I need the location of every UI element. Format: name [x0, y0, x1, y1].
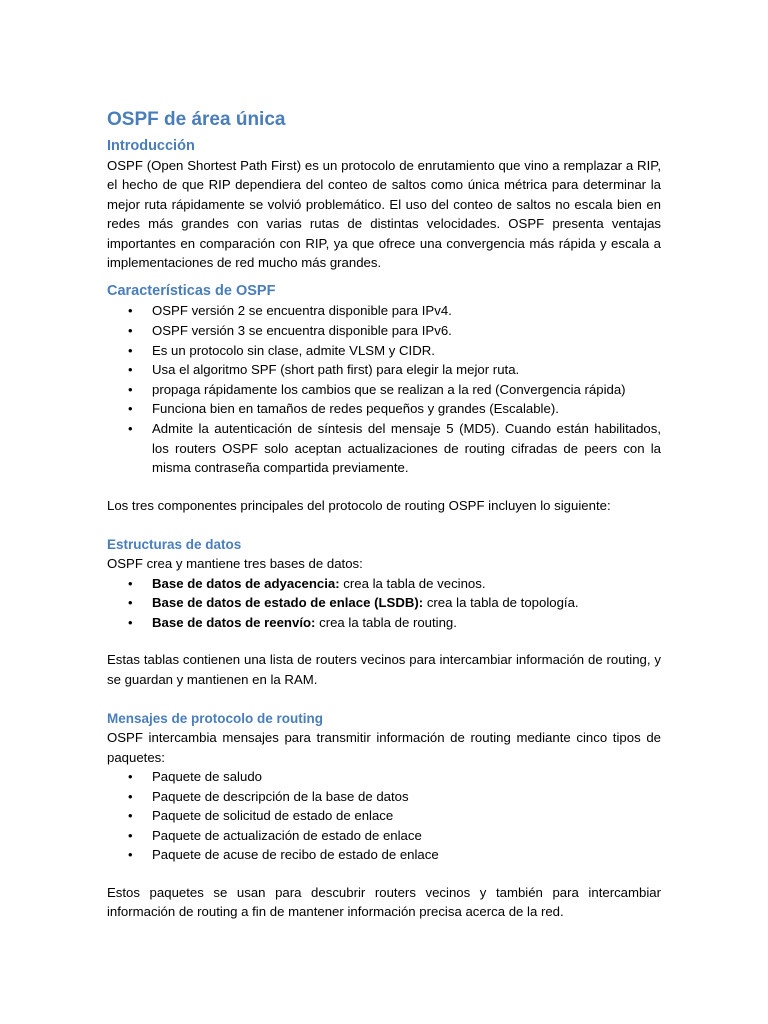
bullet-icon: • — [128, 401, 133, 417]
bullet-icon: • — [128, 421, 133, 436]
page-title: OSPF de área única — [107, 109, 286, 130]
document-content — [107, 108, 661, 922]
list-item: • Paquete de saludo — [107, 767, 661, 787]
messages-lead: OSPF intercambia mensajes para transmitir información de routing mediante cinco tipos de paquetes: — [107, 730, 661, 765]
bullet-icon: • — [128, 827, 133, 843]
list-item: • Admite la autenticación de síntesis del mensaje 5 (MD5). Cuando están habilitados, los routers OSPF solo aceptan actualizaciones de routing cifradas de peers con la misma contraseña compartida previamente. — [128, 421, 661, 476]
list-item: • Paquete de actualización de estado de enlace — [107, 826, 661, 846]
packets-paragraph: Estos paquetes se usan para descubrir routers vecinos y también para intercambiar información de routing a fin de mantener información precisa acerca de la red. — [107, 884, 661, 920]
list-item: • Usa el algoritmo SPF (short path first) para elegir la mejor ruta. — [107, 360, 661, 380]
intro-paragraph: OSPF (Open Shortest Path First) es un protocolo de enrutamiento que vino a remplazar a RIP, el hecho de que RIP dependiera del conteo de saltos como única métrica para determinar la mejor ruta rápidamente se volvió problemático. El uso del conteo de saltos no escala bien en redes más grandes con varias rutas de distintas velocidades. OSPF presenta ventajas importantes en comparación con RIP, ya que ofrece una convergencia más rápida y escala a implementaciones de red mucho más grandes. — [107, 158, 661, 271]
components-intro: Los tres componentes principales del protocolo de routing OSPF incluyen lo siguiente: — [107, 497, 611, 513]
intro-heading: Introducción — [107, 138, 195, 154]
list-item: • OSPF versión 2 se encuentra disponible para IPv4. — [107, 301, 661, 321]
databases-list — [107, 574, 661, 633]
list-item: • Paquete de acuse de recibo de estado de enlace — [107, 845, 661, 865]
packets-list — [107, 767, 661, 865]
tables-paragraph: Estas tablas contienen una lista de routers vecinos para intercambiar información de routing, y se guardan y mantienen en la RAM. — [107, 652, 661, 687]
list-item: • Base de datos de estado de enlace (LSDB): crea la tabla de topología. — [107, 593, 661, 613]
data-structures-lead: OSPF crea y mantiene tres bases de datos: — [107, 556, 363, 572]
list-item: • Paquete de solicitud de estado de enlace — [107, 806, 661, 826]
bullet-icon: • — [128, 614, 133, 630]
bullet-icon: • — [128, 808, 133, 824]
bullet-icon: • — [128, 847, 133, 863]
list-item: • propaga rápidamente los cambios que se realizan a la red (Convergencia rápida) — [107, 380, 661, 400]
list-item: • Paquete de descripción de la base de datos — [107, 787, 661, 807]
data-structures-heading: Estructuras de datos — [107, 537, 242, 553]
bullet-icon: • — [128, 323, 133, 339]
bullet-icon: • — [128, 362, 133, 378]
bullet-icon: • — [128, 788, 133, 804]
list-item: • Funciona bien en tamaños de redes pequeños y grandes (Escalable). — [107, 399, 661, 419]
list-item: • Es un protocolo sin clase, admite VLSM y CIDR. — [107, 341, 661, 361]
bullet-icon: • — [128, 595, 133, 611]
bullet-icon: • — [128, 769, 133, 784]
bullet-icon: • — [128, 575, 133, 591]
messages-heading: Mensajes de protocolo de routing — [107, 711, 324, 727]
list-item: • Base de datos de adyacencia: crea la tabla de vecinos. — [107, 574, 661, 594]
features-heading: Características de OSPF — [107, 283, 276, 300]
bullet-icon: • — [128, 342, 133, 358]
list-item: • OSPF versión 3 se encuentra disponible para IPv6. — [107, 321, 661, 341]
list-item: • Base de datos de reenvío: crea la tabla de routing. — [107, 613, 661, 633]
features-list — [107, 301, 661, 477]
bullet-icon: • — [128, 381, 133, 397]
bullet-icon: • — [128, 303, 133, 319]
